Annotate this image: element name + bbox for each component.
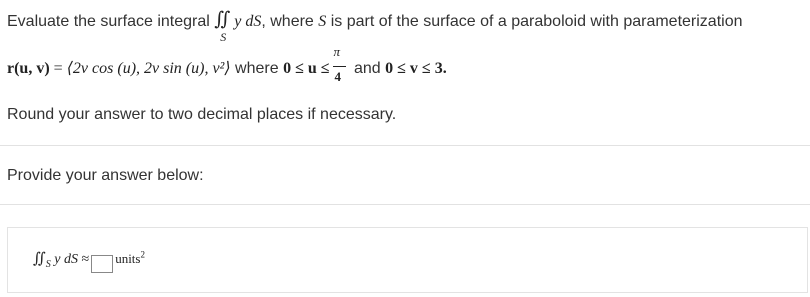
pi-over-4-fraction: $\frac{\pi}{4}$: [333, 59, 347, 75]
question-intro: Evaluate the surface integral: [7, 13, 215, 30]
where-label: where: [230, 60, 284, 77]
question-surface-description: is part of the surface of a paraboloid with parameterization: [326, 13, 743, 30]
question-line-2: r(u, v) = ⟨2v cos (u), 2v sin (u), v²⟩ where 0 ≤ u ≤ $\frac{\pi}{4}$ and 0 ≤ v ≤ 3.: [7, 44, 447, 84]
answer-expression: [33, 249, 145, 273]
u-range-lower: 0 ≤ u ≤: [283, 60, 330, 77]
answer-integral-symbol: ∬: [33, 251, 46, 267]
approx-symbol: ≈: [81, 252, 90, 267]
and-label: and: [349, 60, 386, 77]
answer-integral-subscript: S: [45, 259, 51, 270]
surface-integral-symbol: ∬ S: [214, 9, 231, 44]
surface-variable: S: [318, 13, 327, 30]
question-line-1: [7, 9, 743, 44]
question-where: , where: [261, 13, 319, 30]
rounding-instruction: Round your answer to two decimal places if necessary.: [7, 106, 397, 123]
parameterization-rhs: ⟨2v cos (u), 2v sin (u), v²⟩: [66, 60, 231, 77]
answer-prompt: Provide your answer below:: [7, 167, 204, 184]
divider: [0, 145, 810, 146]
answer-area: [7, 227, 808, 293]
divider: [0, 204, 810, 205]
answer-integrand: y dS: [54, 252, 78, 267]
parameterization-lhs: r(u, v): [7, 60, 50, 77]
answer-input[interactable]: [91, 255, 113, 273]
integrand: y dS: [234, 13, 262, 30]
v-range: 0 ≤ v ≤ 3.: [385, 60, 447, 77]
units-label: units$^2$: [115, 249, 145, 266]
